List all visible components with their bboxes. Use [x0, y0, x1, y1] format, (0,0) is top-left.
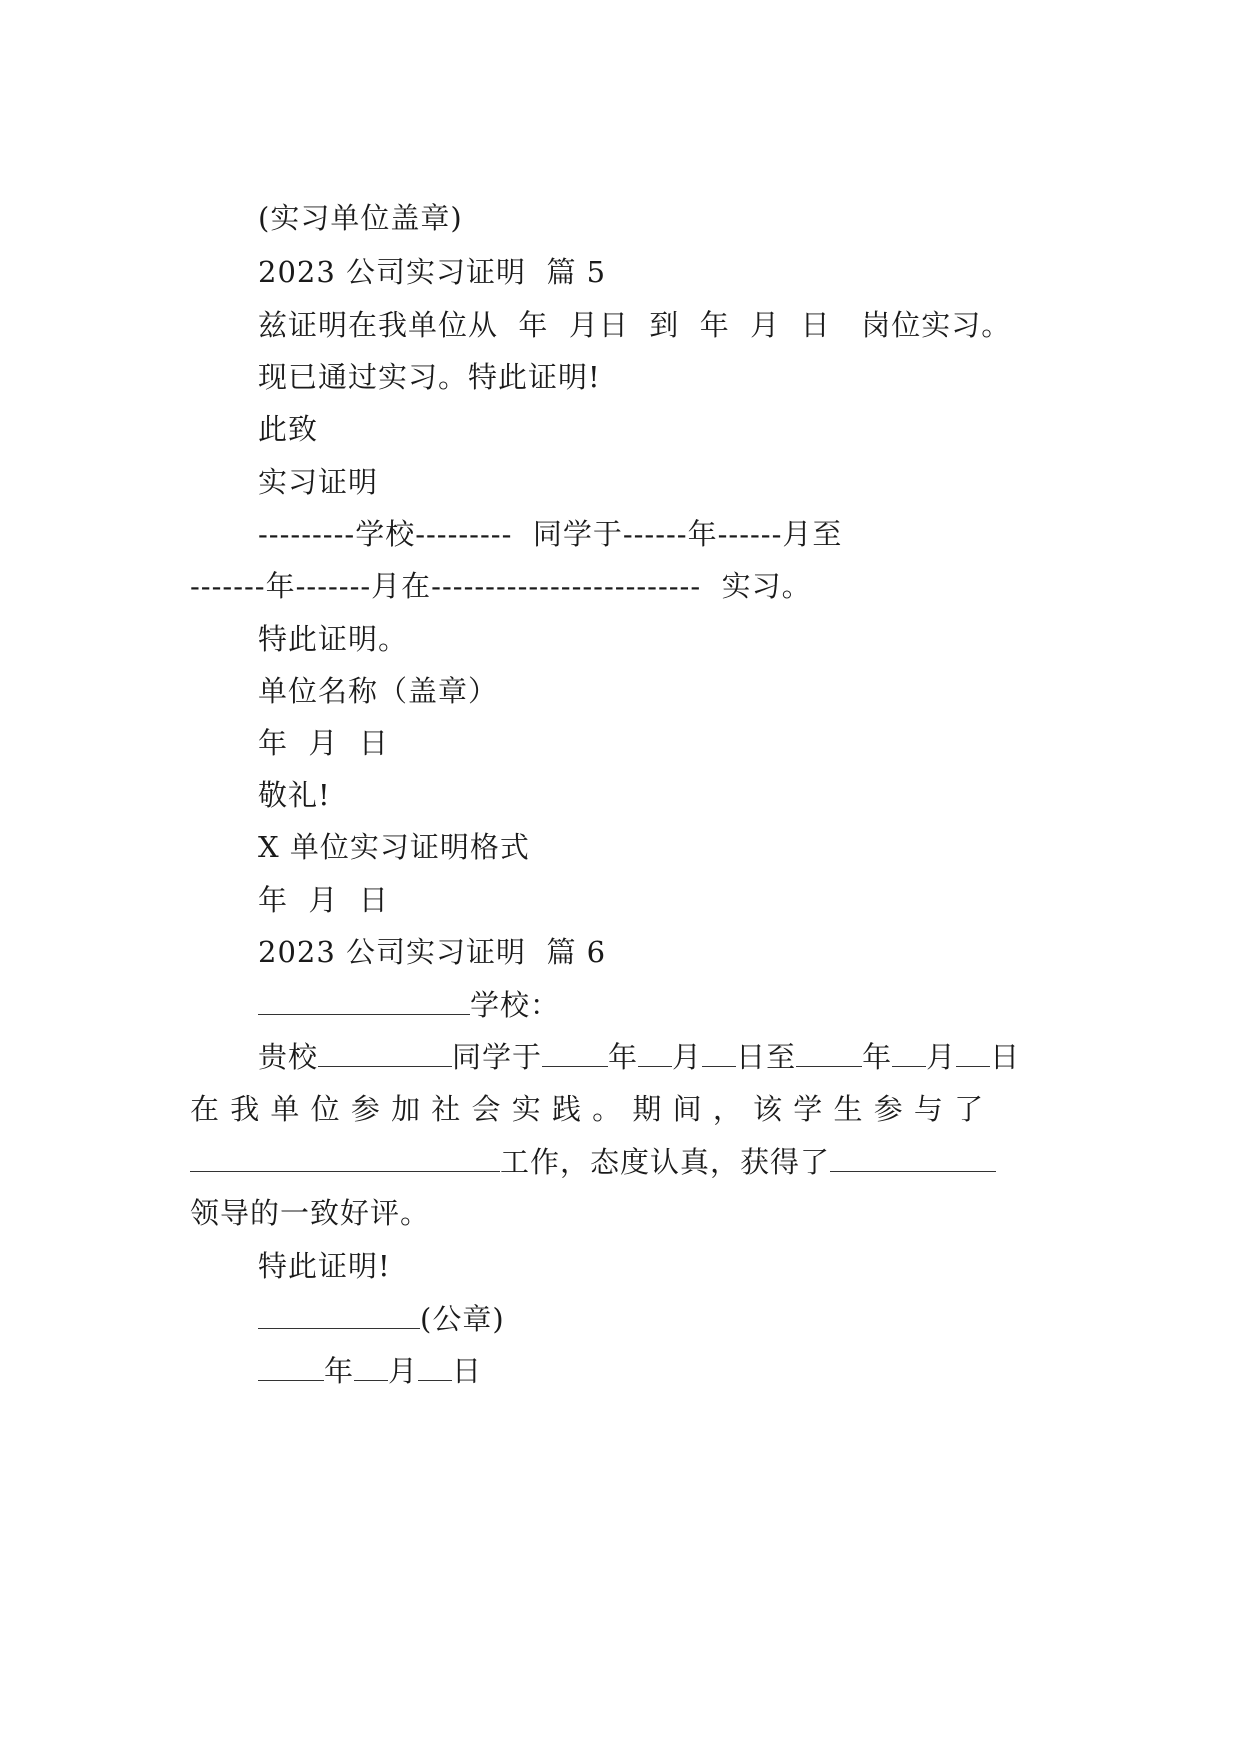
regards-line: 敬礼!	[258, 778, 331, 812]
date-line: 年 月 日	[258, 726, 389, 760]
unit-name-line: 单位名称（盖章）	[258, 674, 499, 708]
text-fragment: 贵校	[258, 1040, 319, 1074]
blank-field	[418, 1350, 452, 1381]
text-fragment: 年	[324, 1354, 355, 1388]
seal-line	[258, 1298, 505, 1339]
text-fragment: 月	[672, 1040, 703, 1074]
date-line	[258, 1350, 482, 1391]
paragraph-line: 现已通过实习。特此证明!	[258, 360, 601, 394]
addressee-text: 学校：	[470, 988, 561, 1022]
paragraph-line: 在 我 单 位 参 加 社 会 实 践 。 期 间 ， 该 学 生 参 与 了	[190, 1092, 985, 1126]
paragraph-line: ---------学校--------- 同学于------年------月至	[258, 517, 843, 551]
text-fragment: 日	[452, 1354, 483, 1388]
blank-field	[190, 1141, 500, 1172]
text-fragment: 日	[990, 1040, 1021, 1074]
paragraph-line	[258, 1036, 1020, 1077]
blank-field	[702, 1036, 736, 1067]
paragraph-line	[190, 1141, 996, 1182]
paragraph-line: 兹证明在我单位从 年 月日 到 年 月 日 岗位实习。	[258, 308, 1012, 342]
paragraph-line: 领导的一致好评。	[190, 1196, 431, 1230]
closing-line: 特此证明。	[258, 622, 409, 656]
closing-line: 特此证明!	[258, 1249, 391, 1283]
blank-field	[318, 1036, 452, 1067]
paragraph-line: -------年-------月在------------------------- 实习。	[190, 569, 812, 603]
text-fragment: 工作，态度认真，获得了	[500, 1145, 831, 1179]
blank-field	[258, 1298, 420, 1329]
salutation: 此致	[258, 412, 319, 446]
format-heading: X 单位实习证明格式	[258, 830, 530, 864]
blank-field	[258, 1350, 324, 1381]
section-heading-5: 2023 公司实习证明 篇 5	[258, 255, 607, 289]
text-fragment: 月	[926, 1040, 957, 1074]
addressee-line	[258, 984, 560, 1025]
blank-field	[542, 1036, 608, 1067]
blank-field	[796, 1036, 862, 1067]
text-fragment: 同学于	[452, 1040, 543, 1074]
subheading: 实习证明	[258, 465, 379, 499]
seal-note: (实习单位盖章)	[258, 201, 463, 235]
text-fragment: 日至	[736, 1040, 797, 1074]
blank-field	[892, 1036, 926, 1067]
section-heading-6: 2023 公司实习证明 篇 6	[258, 935, 607, 969]
blank-field	[354, 1350, 388, 1381]
date-line: 年 月 日	[258, 883, 389, 917]
blank-field	[956, 1036, 990, 1067]
blank-field	[830, 1141, 996, 1172]
blank-field	[258, 984, 470, 1015]
text-fragment: 月	[388, 1354, 419, 1388]
blank-field	[638, 1036, 672, 1067]
text-fragment: 年	[862, 1040, 893, 1074]
text-fragment: 年	[608, 1040, 639, 1074]
text-fragment: (公章)	[420, 1302, 505, 1336]
